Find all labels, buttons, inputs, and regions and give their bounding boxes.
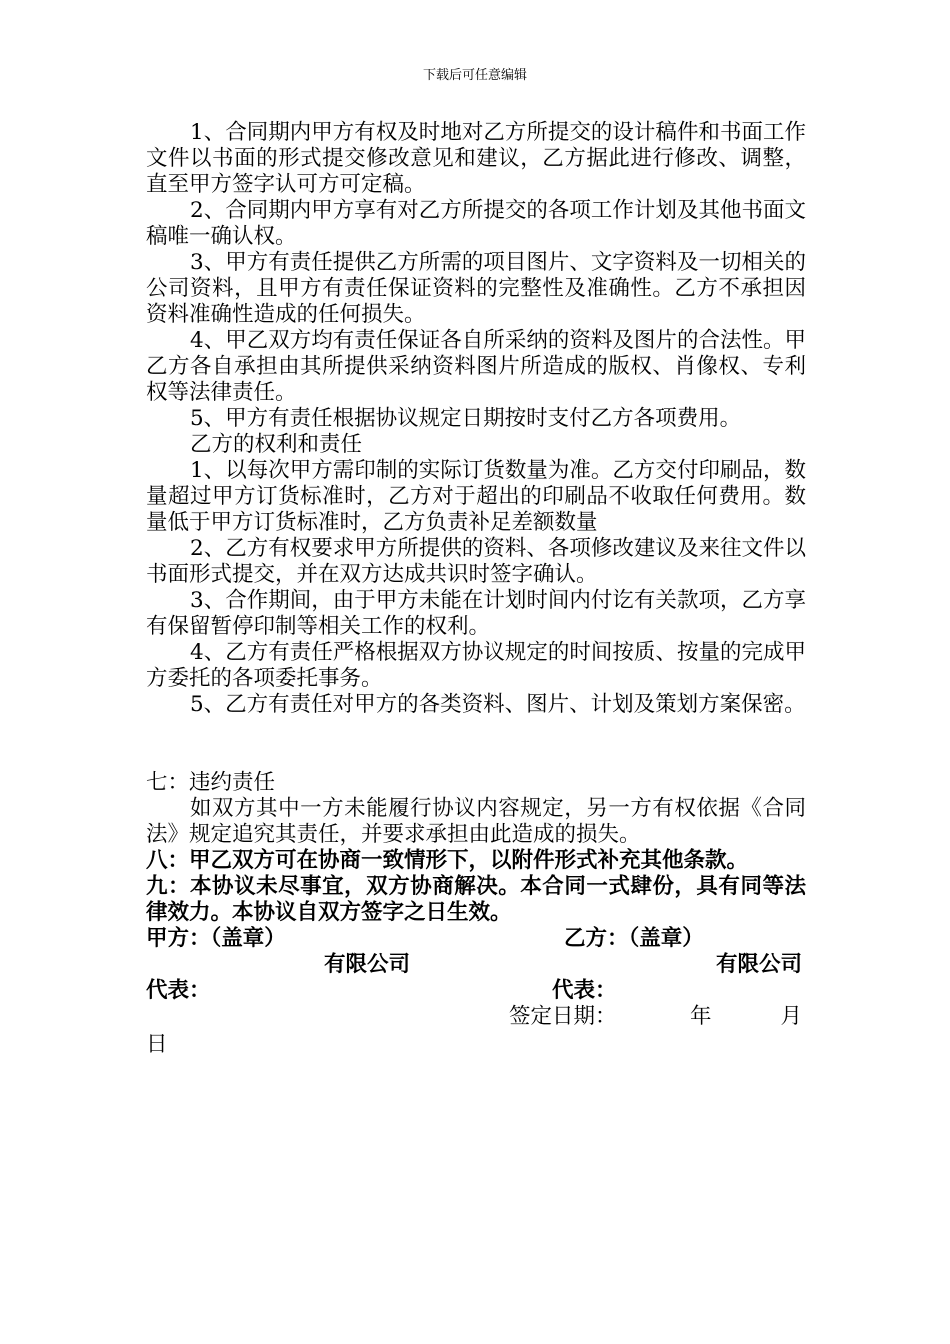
company-a-name: 有限公司 xyxy=(324,952,411,977)
date-year: 年 xyxy=(690,1004,712,1029)
date-label: 签定日期： xyxy=(509,1004,617,1029)
party-b-duty-2: 2、乙方有权要求甲方所提供的资料、各项修改建议及来往文件以书面形式提交，并在双方达成共识时签字确认。 xyxy=(146,536,806,587)
party-b-duty-1: 1、以每次甲方需印制的实际订货数量为准。乙方交付印刷品，数量超过甲方订货标准时，乙方对于超出的印刷品不收取任何费用。数量低于甲方订货标准时，乙方负责补足差额数量 xyxy=(146,458,806,535)
section7-text: 如双方其中一方未能履行协议内容规定，另一方有权依据《合同法》规定追究其责任，并要求承担由此造成的损失。 xyxy=(146,796,806,847)
section7-heading: 七：违约责任 xyxy=(146,770,276,795)
party-a-duty-4: 4、甲乙双方均有责任保证各自所采纳的资料及图片的合法性。甲乙方各自承担由其所提供采纳资料图片所造成的版权、肖像权、专利权等法律责任。 xyxy=(146,328,806,405)
party-b-duty-5: 5、乙方有责任对甲方的各类资料、图片、计划及策划方案保密。 xyxy=(190,692,806,717)
page-header: 下载后可任意编辑 xyxy=(422,68,527,83)
date-day: 日 xyxy=(146,1032,168,1057)
party-b-rep-label: 代表： xyxy=(552,978,617,1003)
document-body xyxy=(146,120,806,1058)
signature-day-row xyxy=(146,1032,806,1058)
party-a-duty-2: 2、合同期内甲方享有对乙方所提交的各项工作计划及其他书面文稿唯一确认权。 xyxy=(146,198,806,249)
section9-text: 九：本协议未尽事宜，双方协商解决。本合同一式肆份，具有同等法律效力。本协议自双方签字之日生效。 xyxy=(146,874,806,925)
signature-rep-row xyxy=(146,978,806,1004)
party-b-heading: 乙方的权利和责任 xyxy=(190,432,363,457)
party-a-duty-3: 3、甲方有责任提供乙方所需的项目图片、文字资料及一切相关的公司资料，且甲方有责任保证资料的完整性及准确性。乙方不承担因资料准确性造成的任何损失。 xyxy=(146,250,806,327)
signature-date-row xyxy=(146,1004,806,1032)
party-a-duty-1: 1、合同期内甲方有权及时地对乙方所提交的设计稿件和书面工作文件以书面的形式提交修改意见和建议，乙方据此进行修改、调整，直至甲方签字认可方可定稿。 xyxy=(146,120,806,197)
date-month: 月 xyxy=(780,1004,802,1029)
party-b-seal-label: 乙方：（盖章） xyxy=(564,926,704,951)
section8-text: 八：甲乙双方可在协商一致情形下，以附件形式补充其他条款。 xyxy=(146,848,749,873)
party-a-duty-5: 5、甲方有责任根据协议规定日期按时支付乙方各项费用。 xyxy=(190,406,742,431)
signature-party-row xyxy=(146,926,806,952)
party-b-duty-3: 3、合作期间，由于甲方未能在计划时间内付讫有关款项，乙方享有保留暂停印制等相关工作的权利。 xyxy=(146,588,806,639)
party-b-duty-4: 4、乙方有责任严格根据双方协议规定的时间按质、按量的完成甲方委托的各项委托事务。 xyxy=(146,640,806,691)
party-a-rep-label: 代表： xyxy=(146,978,211,1003)
company-b-name: 有限公司 xyxy=(715,952,802,977)
party-a-seal-label: 甲方：（盖章） xyxy=(146,926,286,951)
section-spacer xyxy=(146,718,806,770)
signature-company-row xyxy=(146,952,806,978)
